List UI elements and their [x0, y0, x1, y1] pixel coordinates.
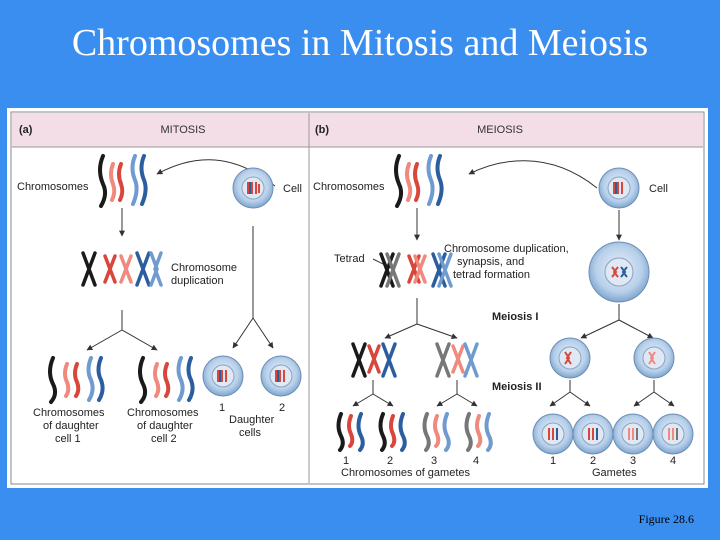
- mitosis-daughter-cell-1: [203, 356, 243, 396]
- gamete-cell-1: [533, 414, 573, 454]
- mitosis-cell-num-2: 2: [279, 402, 286, 414]
- mitosis-cell-num-1: 1: [219, 402, 226, 414]
- meiosis-parent-cell: [599, 168, 639, 208]
- gamete-cell-num-3: 3: [630, 455, 637, 467]
- gamete-num-2: 2: [387, 455, 394, 467]
- mitosis-parent-cell: [233, 168, 273, 208]
- panel-a-header: MITOSIS: [160, 124, 206, 136]
- mitosis-chromosomes-initial: [100, 156, 146, 206]
- panel-b-letter: (b): [315, 124, 330, 136]
- figure-caption: Figure 28.6: [638, 512, 694, 526]
- gamete-cell-3: [613, 414, 653, 454]
- meiosis1-cell-1: [550, 338, 590, 378]
- gamete-num-3: 3: [431, 455, 438, 467]
- meiosis-cell-label: Cell: [649, 183, 668, 195]
- daughter-cells-label-1: Daughter: [229, 414, 275, 426]
- daughter2-label-3: cell 2: [151, 433, 177, 445]
- daughter-cells-label-2: cells: [239, 427, 262, 439]
- gamete-cell-num-1: 1: [550, 455, 557, 467]
- gametes-label: Gametes: [592, 467, 637, 479]
- mitosis-panel: [17, 156, 302, 445]
- meiosis-chromosomes-label: Chromosomes: [313, 181, 385, 193]
- mitosis-daughter2-chromosomes: [140, 358, 193, 402]
- panel-a-letter: (a): [19, 124, 33, 136]
- slide-title: Chromosomes in Mitosis and Meiosis: [71, 22, 649, 64]
- daughter2-label-1: Chromosomes: [127, 407, 199, 419]
- meiosis-panel: [313, 156, 693, 479]
- gamete-chromosomes: [339, 414, 491, 450]
- meiosis-dup-label-2: synapsis, and: [457, 256, 525, 268]
- gamete-num-1: 1: [343, 455, 350, 467]
- meiosis-chromosomes-initial: [396, 156, 442, 206]
- gamete-cell-num-2: 2: [590, 455, 597, 467]
- mitosis-cell-label: Cell: [283, 183, 302, 195]
- daughter2-label-2: of daughter: [137, 420, 193, 432]
- gametes-chrom-label: Chromosomes of gametes: [341, 467, 470, 479]
- gamete-cell-4: [653, 414, 693, 454]
- meiosis1-cell-2: [634, 338, 674, 378]
- mitosis-daughter1-chromosomes: [50, 358, 103, 402]
- mitosis-dup-label-1: Chromosome: [171, 262, 238, 274]
- figure-panel: [7, 108, 708, 488]
- gamete-cell-num-4: 4: [670, 455, 677, 467]
- meiosis-dup-label-3: tetrad formation: [453, 269, 531, 281]
- tetrad-label: Tetrad: [334, 253, 365, 265]
- gamete-cell-2: [573, 414, 613, 454]
- mitosis-daughter-cell-2: [261, 356, 301, 396]
- header-band: [12, 113, 703, 147]
- daughter1-label-1: Chromosomes: [33, 407, 105, 419]
- daughter1-label-2: of daughter: [43, 420, 99, 432]
- panel-b-header: MEIOSIS: [477, 124, 523, 136]
- meiosis2-label: Meiosis II: [492, 381, 542, 393]
- meiosis1-product-chromosomes-left: [353, 344, 395, 376]
- meiosis1-product-chromosomes-right: [437, 344, 477, 376]
- mitosis-chromosomes-label: Chromosomes: [17, 181, 89, 193]
- mitosis-dup-label-2: duplication: [171, 275, 224, 287]
- daughter1-label-3: cell 1: [55, 433, 81, 445]
- mitosis-duplicated-chromosomes: [83, 253, 161, 285]
- meiosis-tetrads: [381, 254, 451, 286]
- gamete-num-4: 4: [473, 455, 480, 467]
- meiosis-dup-label-1: Chromosome duplication,: [444, 243, 569, 255]
- meiosis1-label: Meiosis I: [492, 311, 539, 323]
- figure-diagram: [7, 108, 708, 488]
- meiosis-tetrad-cell: [589, 242, 649, 302]
